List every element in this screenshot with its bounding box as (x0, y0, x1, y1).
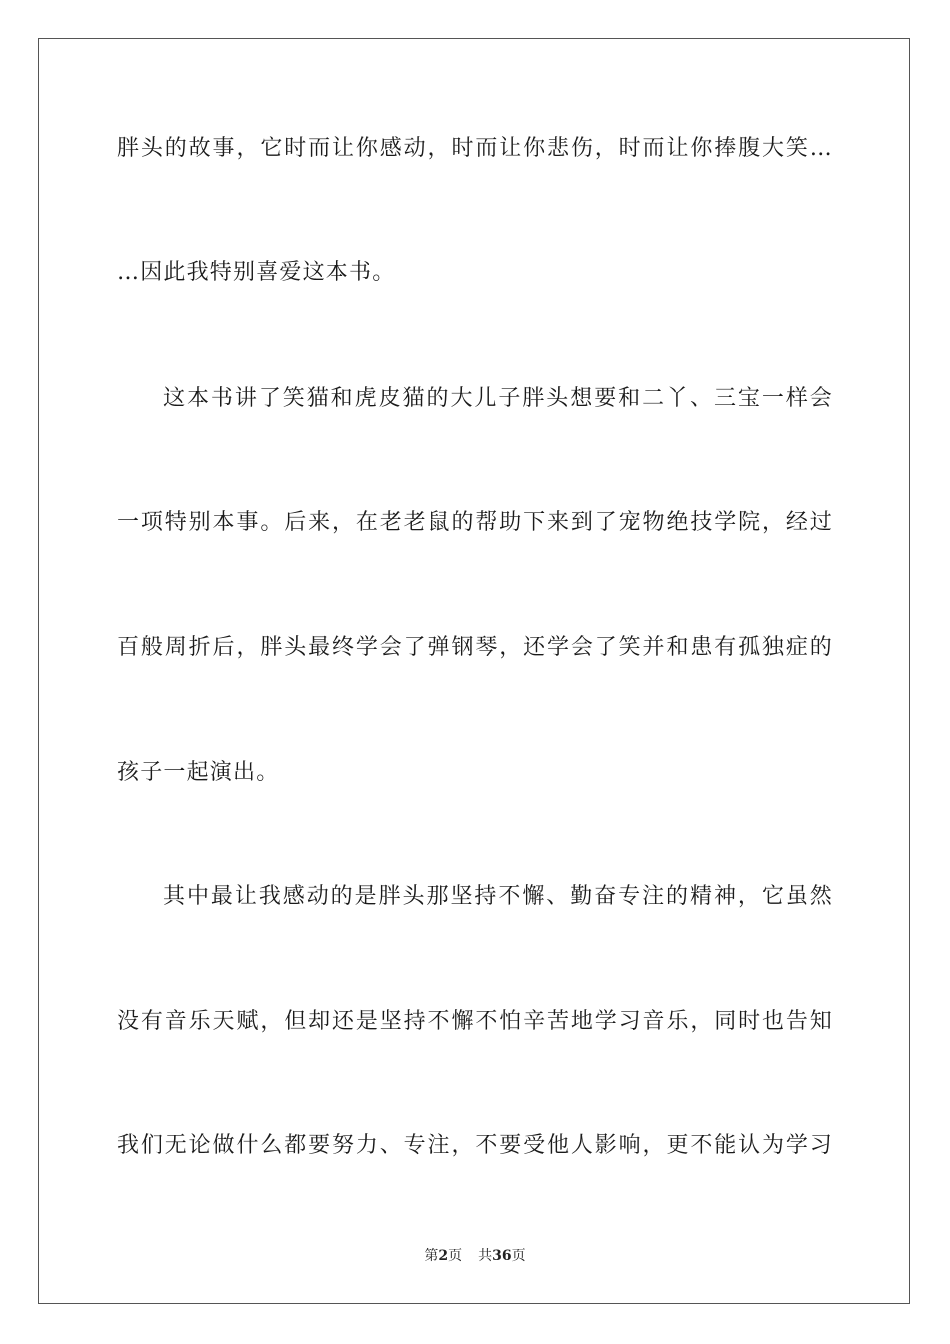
body-line-1: 胖头的故事，它时而让你感动，时而让你悲伤，时而让你捧腹大笑… (117, 136, 833, 161)
total-pages: 36 (492, 1248, 512, 1264)
body-line-8: 没有音乐天赋，但却还是坚持不懈不怕辛苦地学习音乐，同时也告知 (117, 1009, 833, 1034)
body-line-3: 这本书讲了笑猫和虎皮猫的大儿子胖头想要和二丫、三宝一样会 (163, 386, 833, 411)
body-line-9: 我们无论做什么都要努力、专注，不要受他人影响，更不能认为学习 (117, 1133, 833, 1158)
body-line-7: 其中最让我感动的是胖头那坚持不懈、勤奋专注的精神，它虽然 (163, 884, 833, 909)
body-line-2: …因此我特别喜爱这本书。 (117, 260, 396, 285)
body-line-6: 孩子一起演出。 (117, 760, 280, 785)
page-footer (0, 1247, 950, 1265)
total-prefix: 共 (478, 1248, 493, 1264)
total-suffix: 页 (511, 1248, 526, 1264)
body-line-5: 百般周折后，胖头最终学会了弹钢琴，还学会了笑并和患有孤独症的 (117, 635, 833, 660)
page-prefix: 第 (424, 1248, 439, 1264)
page-number: 2 (438, 1248, 449, 1264)
page-border (38, 38, 910, 1304)
page-suffix: 页 (448, 1248, 463, 1264)
body-line-4: 一项特别本事。后来，在老老鼠的帮助下来到了宠物绝技学院，经过 (117, 510, 833, 535)
